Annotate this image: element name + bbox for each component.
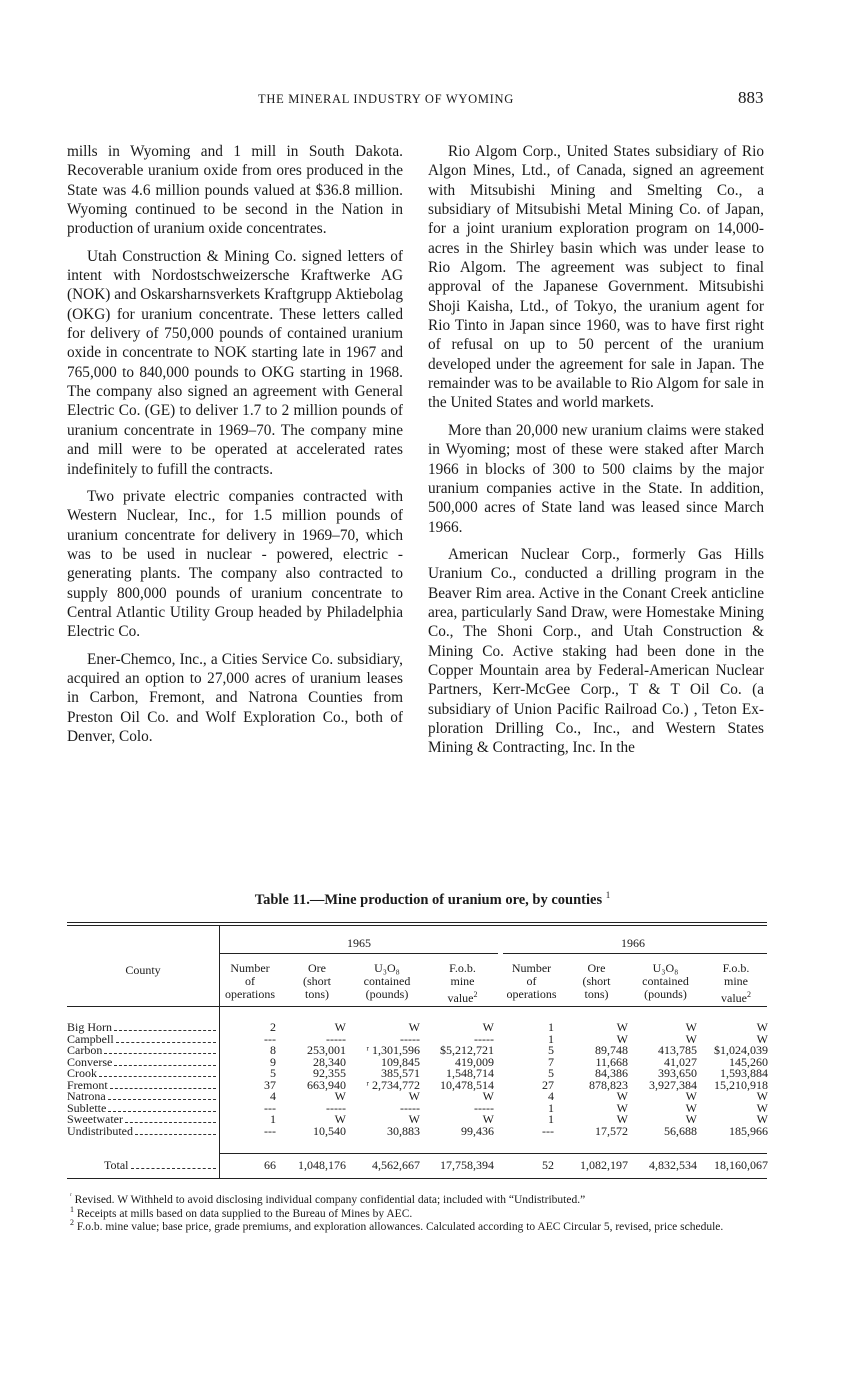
total-rule (220, 1153, 767, 1154)
table-top-rule (67, 922, 767, 923)
footnote-text: Revised. W Withheld to avoid disclosing individual company confidential data; included with “Undistributed.” (74, 1193, 586, 1206)
leader-dots (104, 1053, 216, 1054)
column-header-line: (pounds) (644, 987, 687, 1001)
total-label (104, 1159, 216, 1171)
table-cell: 2 (270, 1020, 276, 1034)
column-header-line (425, 988, 500, 1005)
county-label: Crook (67, 1066, 97, 1080)
table-cell: 10,478,514 (440, 1077, 494, 1092)
table-cell: W (685, 1100, 697, 1115)
table-cell: 89,748 (595, 1043, 628, 1057)
column-header-line: contained (363, 974, 411, 988)
total-cell: 1,048,176 (298, 1158, 346, 1172)
column-header-line: operations (225, 987, 275, 1001)
column-header (632, 962, 699, 1001)
total-cell: 52 (542, 1158, 554, 1172)
table-cell: W (616, 1089, 628, 1103)
table-cell: W (756, 1112, 768, 1126)
table-cell: 5 (548, 1043, 554, 1057)
table-cell: 1 (548, 1100, 554, 1115)
total-cell: 18,160,067 (714, 1158, 768, 1172)
table-cell: 663,940 (307, 1077, 346, 1092)
column-header-line: of (526, 974, 537, 988)
column-header-line: (short (582, 974, 611, 988)
table-cell: 1 (548, 1020, 554, 1034)
total-cell: 4,562,667 (372, 1158, 420, 1172)
column-header-line: Number (230, 961, 270, 975)
county-label: Fremont (67, 1077, 108, 1092)
footnote-text: Receipts at mills based on data supplied to the Bureau of Mines by AEC. (76, 1207, 413, 1220)
table-cell: --- (264, 1123, 276, 1138)
column-header-line: F.o.b. (449, 961, 476, 975)
leader-dots (108, 1111, 216, 1112)
table-cell: 30,883 (387, 1123, 420, 1138)
table-cell: W (685, 1112, 697, 1126)
column-header-line (705, 988, 767, 1005)
table-cell: 4 (548, 1089, 554, 1103)
table-cell: $5,212,721 (440, 1043, 494, 1057)
year-1965: 1965 (347, 936, 371, 950)
column-header-text: value (721, 991, 747, 1005)
column-header (503, 962, 560, 1001)
column-header (425, 962, 500, 1005)
table-title-text: Table 11.—Mine production of uranium ore, by counties (254, 891, 603, 908)
table-title-note: 1 (605, 890, 611, 900)
county-label: Sublette (67, 1100, 107, 1115)
year-1966: 1966 (621, 936, 645, 950)
table-cell: W (482, 1020, 494, 1034)
table-cell: W (616, 1112, 628, 1126)
table-cell: 5 (270, 1066, 276, 1080)
total-cell: 1,082,197 (580, 1158, 628, 1172)
table-cell: ----- (326, 1100, 346, 1115)
table-cell: 28,340 (313, 1054, 346, 1069)
column-header (352, 962, 422, 1001)
column-header-line: mine (450, 974, 475, 988)
county-header: County (125, 963, 161, 977)
paragraph: Utah Construction & Mining Co. signed letters of intent with Nordostschweizersche Kraftwerke AG (NOK) and Oskarsharnsverkets Kraftgrupp Aktiebolag (OKG) for uranium concentrate. These letters called for delivery of 750,000 pounds of contained uranium oxide in concentrate to NOK starting late in 1967 and 765,000 to 840,000 pounds to OKG starting in 1968. The company also signed an agreement with General Electric Co. (GE) to deliver 1.7 to 2 million pounds of uranium concentrate in 1969–70. The company mine and mill were to be operated at accelerated rates indefinitely to fufill the contracts. (67, 247, 403, 478)
page-number: 883 (738, 88, 764, 107)
column-header-line: contained (642, 974, 689, 988)
table-cell: ʳ 2,734,772 (366, 1077, 420, 1092)
paragraph: More than 20,000 new uranium claims were staked in Wyoming; most of these were staked after March 1966 in blocks of 300 to 500 claims by the major uranium companies active in the State. In addition, 500,000 acres of State land was leased since March 1966. (428, 421, 764, 536)
paragraph: mills in Wyoming and 1 mill in South Dakota. Recoverable uranium oxide from ores produced in the State was 4.6 million pounds valued at $36.8 million. Wyoming continued to be second in the Nation in production of uranium oxide concentrates. (67, 143, 403, 238)
table-cell: W (616, 1020, 628, 1034)
leader-dots (110, 1088, 216, 1089)
header-bottom-rule (67, 1006, 767, 1007)
county-label: Converse (67, 1054, 113, 1069)
table-cell: 17,572 (595, 1123, 628, 1138)
column-header-line: Ore (308, 961, 326, 975)
column-header-line: mine (724, 974, 748, 988)
table-cell: ----- (474, 1100, 494, 1115)
table-cell: ʳ 1,301,596 (366, 1043, 420, 1057)
table-cell: W (685, 1020, 697, 1034)
table-cell: 385,571 (381, 1066, 420, 1080)
county-label: Natrona (67, 1089, 106, 1103)
table-cell: W (685, 1089, 697, 1103)
table-cell: ----- (400, 1100, 420, 1115)
table-cell: 413,785 (658, 1043, 697, 1057)
table-cell: 4 (270, 1089, 276, 1103)
county-name (67, 1125, 216, 1137)
table-cell: 8 (270, 1043, 276, 1057)
footnote-text: F.o.b. mine value; base price, grade premiums, and exploration allowances. Calculated according to AEC Circular 5, revised, price schedule. (76, 1220, 724, 1233)
table-cell: W (756, 1031, 768, 1046)
table-cell: 419,009 (455, 1054, 494, 1069)
table-cell: W (685, 1031, 697, 1046)
table-cell: 9 (270, 1054, 276, 1069)
table-cell: W (756, 1020, 768, 1034)
year-rule-1965 (220, 953, 498, 954)
leader-dots (108, 1099, 216, 1100)
table-cell: 27 (542, 1077, 554, 1092)
leader-dots (135, 1134, 216, 1135)
table-cell: W (334, 1089, 346, 1103)
paragraph: American Nuclear Corp., formerly Gas Hills Uranium Co., conducted a drilling program in the Beaver Rim area. Active in the Conant Creek anticline area, particularly Sand Draw, were Homestake Mining Co., The Shoni Corp., and Utah Construction & Mining Co. Active staking had been done in the Copper Mountain area by Federal-American Nuclear Partners, Kerr-McGee Corp., T & T Oil Co. (a subsidiary of Union Pacific Railroad Co.) , Teton Exploration Drilling Co., Inc., and Western States Mining & Contracting, Inc. In the (428, 545, 764, 757)
table-cell: 3,927,384 (649, 1077, 697, 1092)
paragraph: Two private electric companies contracted with Western Nuclear, Inc., for 1.5 million pounds of uranium concentrate for delivery in 1969–70, which was to be used in nuclear - powered, electric - generating plants. The company also contracted to supply 800,000 pounds of uranium concentrate to Central Atlantic Utility Group headed by Philadelphia Electric Co. (67, 487, 403, 641)
column-header-line: Ore (587, 961, 606, 975)
column-header-line: tons) (305, 987, 329, 1001)
table-cell: W (756, 1089, 768, 1103)
county-label: Sweetwater (67, 1112, 123, 1126)
table-top-rule-2 (67, 925, 767, 926)
table-cell: $1,024,039 (714, 1043, 768, 1057)
county-label: Big Horn (67, 1020, 112, 1034)
column-header-note: 2 (473, 990, 478, 999)
table-cell: 92,355 (313, 1066, 346, 1080)
column-header-line: (pounds) (365, 987, 409, 1001)
table-cell: --- (264, 1100, 276, 1115)
table-cell: 11,668 (595, 1054, 628, 1069)
county-label: Undistributed (67, 1123, 133, 1138)
table-cell: 99,436 (461, 1123, 494, 1138)
table-cell: 253,001 (307, 1043, 346, 1057)
table-cell: 1 (548, 1112, 554, 1126)
table-cell: 5 (548, 1066, 554, 1080)
right-text-column (428, 142, 764, 766)
table-cell: 1 (548, 1031, 554, 1046)
table-cell: ----- (400, 1031, 420, 1046)
column-header (705, 962, 767, 1005)
table-cell: --- (264, 1031, 276, 1046)
table-cell: --- (542, 1123, 554, 1138)
column-header-line: (short (303, 974, 331, 988)
table-cell: 41,027 (664, 1054, 697, 1069)
left-text-column (67, 142, 403, 754)
column-header-line: operations (506, 987, 557, 1001)
leader-dots (131, 1168, 216, 1169)
footnote-mark: 1 (70, 1205, 74, 1214)
table-cell: 10,540 (313, 1123, 346, 1138)
leader-dots (125, 1122, 216, 1123)
table-cell: 15,210,918 (714, 1077, 768, 1092)
leader-dots (114, 1030, 216, 1031)
county-label: Campbell (67, 1031, 114, 1046)
table-bottom-rule (67, 1178, 767, 1179)
column-header (283, 962, 351, 1001)
leader-dots (116, 1042, 216, 1043)
table-cell: W (408, 1089, 420, 1103)
column-header-line: U₃O₈ (652, 961, 679, 975)
table-cell: 878,823 (589, 1077, 628, 1092)
table-cell: ----- (326, 1031, 346, 1046)
table-cell: 393,650 (658, 1066, 697, 1080)
running-head: THE MINERAL INDUSTRY OF WYOMING (258, 92, 514, 106)
table-cell: 1 (270, 1112, 276, 1126)
year-rule-1966 (503, 953, 767, 954)
county-label: Total (104, 1158, 129, 1172)
paragraph: Rio Algom Corp., United States subsidiary of Rio Algon Mines, Ltd., of Canada, signed an agreement with Mitsubishi Mining and Smelting Co., a subsidiary of Mitsubishi Metal Mining Co. of Japan, for a joint uranium exploration program on 14,000-acres in the Shirley basin which was under lease to Rio Algom. The agreement was subject to final approval of the Japanese Government. Mitsubishi Shoji Kaisha, Ltd., of Tokyo, the uranium agent for Rio Tinto in Japan since 1960, was to have first right of refusal on up to 50 percent of the uranium developed under the agreement for sale in Japan. The remainder was to be available to Rio Algom for sale in the United States and world markets. (428, 143, 764, 412)
table-cell: 56,688 (664, 1123, 697, 1138)
column-header-line: of (245, 974, 255, 988)
table-cell: 1,593,884 (720, 1066, 768, 1080)
column-header-line: U₃O₈ (374, 961, 400, 975)
total-cell: 17,758,394 (440, 1158, 494, 1172)
leader-dots (114, 1065, 216, 1066)
table-cell: 37 (264, 1077, 276, 1092)
total-cell: 4,832,534 (649, 1158, 697, 1172)
table-cell: W (482, 1112, 494, 1126)
footnote (70, 1216, 770, 1234)
table-title (0, 890, 865, 909)
table-cell: 84,386 (595, 1066, 628, 1080)
county-label: Carbon (67, 1043, 103, 1057)
footnote-mark: 2 (70, 1218, 74, 1227)
table-cell: W (616, 1031, 628, 1046)
table-cell: 145,260 (729, 1054, 768, 1069)
table-cell: W (482, 1089, 494, 1103)
table-cell: ----- (474, 1031, 494, 1046)
table-cell: W (616, 1100, 628, 1115)
column-header-line: tons) (584, 987, 609, 1001)
table-cell: W (408, 1020, 420, 1034)
table-cell: W (334, 1112, 346, 1126)
table-cell: 1,548,714 (446, 1066, 494, 1080)
leader-dots (99, 1076, 216, 1077)
column-header-text: value (447, 991, 474, 1005)
table-cell: W (756, 1100, 768, 1115)
column-header-line: Number (511, 961, 552, 975)
table-cell: W (334, 1020, 346, 1034)
footnote-mark: ʳ (70, 1191, 72, 1200)
table-cell: 185,966 (729, 1123, 768, 1138)
column-header (565, 962, 628, 1001)
table-cell: W (408, 1112, 420, 1126)
table-cell: 7 (548, 1054, 554, 1069)
column-header-note: 2 (747, 990, 751, 999)
table-cell: 109,845 (381, 1054, 420, 1069)
column-header-line: F.o.b. (722, 961, 750, 975)
paragraph: Ener-Chemco, Inc., a Cities Service Co. subsidiary, acquired an option to 27,000 acres of uranium leases in Carbon, Fremont, and Natrona Counties from Preston Oil Co. and Wolf Exploration Co., both of Denver, Colo. (67, 650, 403, 745)
total-cell: 66 (264, 1158, 276, 1172)
column-header (220, 962, 280, 1001)
